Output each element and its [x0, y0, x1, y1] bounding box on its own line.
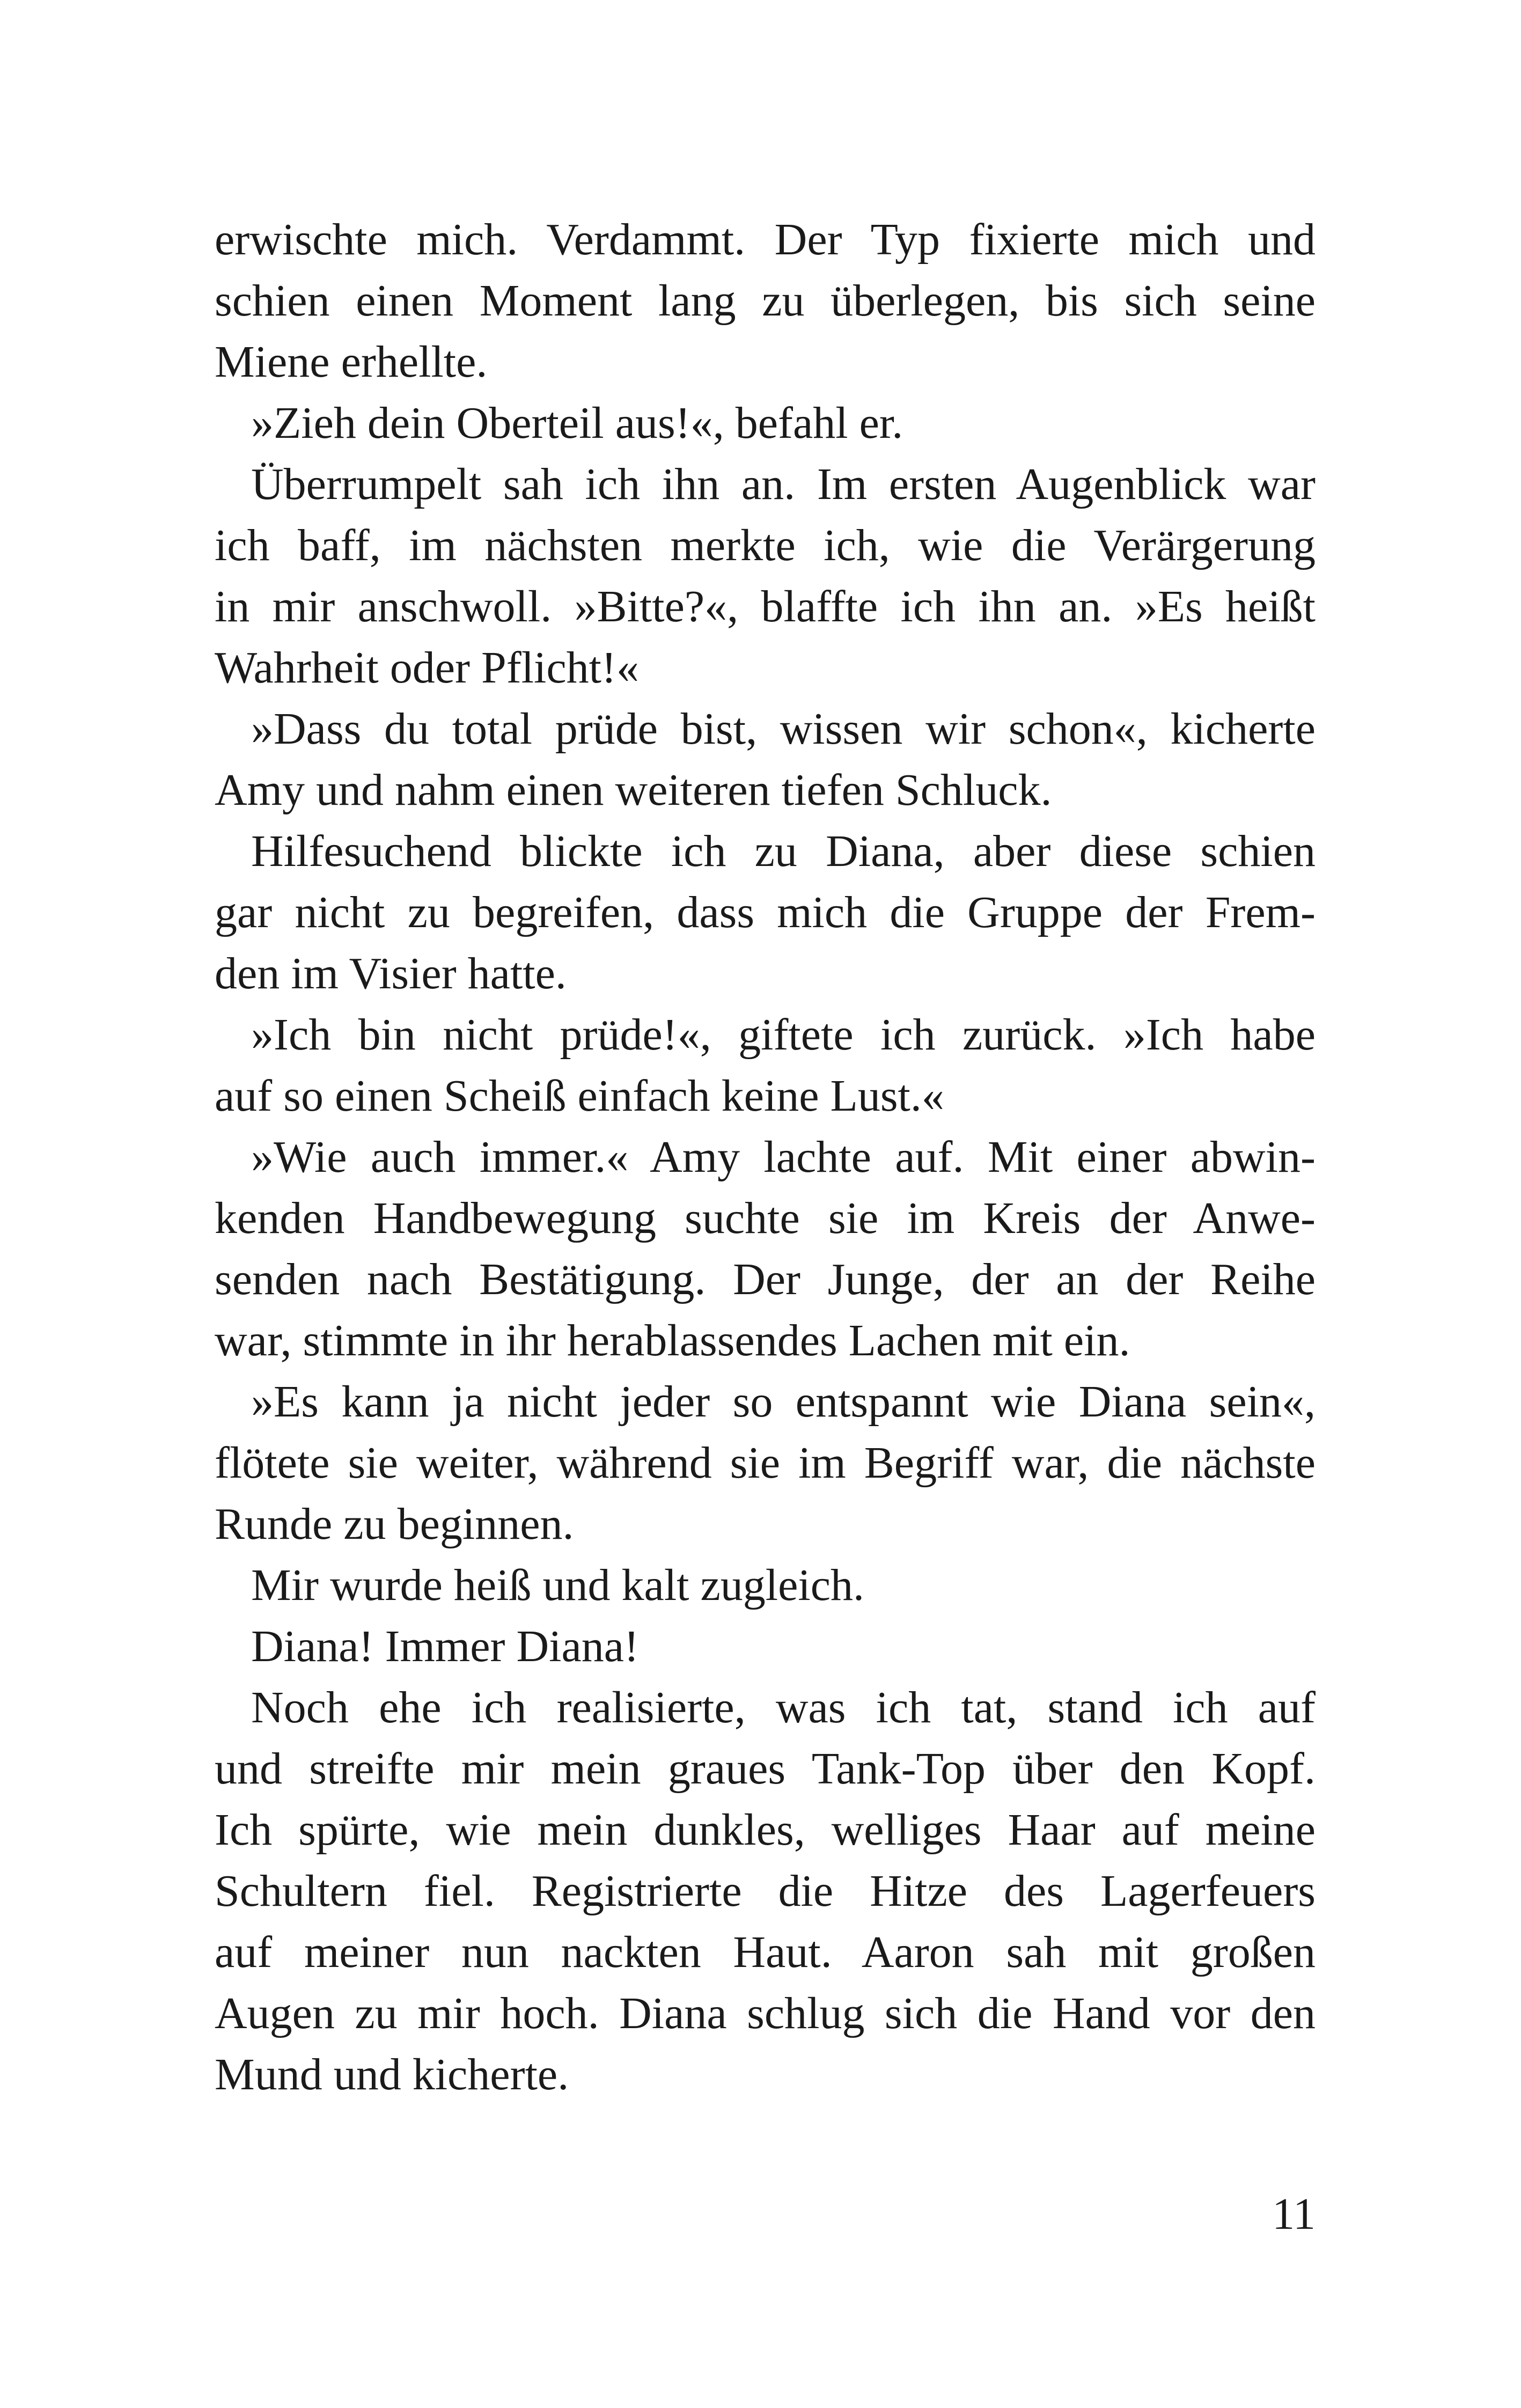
text-line: Runde zu beginnen. [215, 1499, 574, 1549]
text-line: Mir wurde heiß und kalt zugleich. [251, 1560, 865, 1610]
text-line: Amy und nahm einen weiteren tiefen Schluck. [215, 765, 1052, 815]
text-line: war, stimmte in ihr herablassendes Lachen mit ein. [215, 1316, 1130, 1365]
text-line: Diana! Immer Diana! [251, 1621, 639, 1671]
text-line: und streifte mir mein graues Tank-Top über den Kopf. [215, 1744, 1316, 1794]
text-line: in mir anschwoll. »Bitte?«, blaffte ich ihn an. »Es heißt [215, 582, 1316, 632]
text-line: Augen zu mir hoch. Diana schlug sich die Hand vor den [215, 1988, 1316, 2038]
text-line: flötete sie weiter, während sie im Begriff war, die nächste [215, 1438, 1316, 1488]
text-line: Mund und kicherte. [215, 2050, 569, 2099]
text-line: Hilfesuchend blickte ich zu Diana, aber diese schien [251, 826, 1316, 876]
text-line: Noch ehe ich realisierte, was ich tat, stand ich auf [251, 1683, 1316, 1732]
text-line: »Dass du total prüde bist, wissen wir schon«, kicherte [251, 704, 1316, 754]
text-line: auf so einen Scheiß einfach keine Lust.« [215, 1071, 944, 1121]
text-line: »Zieh dein Oberteil aus!«, befahl er. [251, 398, 903, 448]
text-line: Überrumpelt sah ich ihn an. Im ersten Augenblick war [251, 459, 1316, 509]
text-line: »Wie auch immer.« Amy lachte auf. Mit einer abwin- [251, 1132, 1316, 1182]
text-line: auf meiner nun nackten Haut. Aaron sah mit großen [215, 1927, 1316, 1977]
text-line: Wahrheit oder Pflicht!« [215, 643, 639, 693]
text-line: »Es kann ja nicht jeder so entspannt wie Diana sein«, [251, 1377, 1316, 1427]
text-line: erwischte mich. Verdammt. Der Typ fixierte mich und [215, 215, 1316, 265]
page-number: 11 [1272, 2189, 1316, 2239]
text-line: senden nach Bestätigung. Der Junge, der an der Reihe [215, 1254, 1316, 1304]
text-line: den im Visier hatte. [215, 949, 567, 999]
text-line: Miene erhellte. [215, 337, 488, 387]
text-line: ich baff, im nächsten merkte ich, wie die Verärgerung [215, 520, 1316, 570]
text-line: kenden Handbewegung suchte sie im Kreis der Anwe- [215, 1193, 1316, 1243]
text-line: gar nicht zu begreifen, dass mich die Gruppe der Frem- [215, 887, 1316, 937]
text-line: »Ich bin nicht prüde!«, giftete ich zurück. »Ich habe [251, 1010, 1316, 1060]
text-line: Schultern fiel. Registrierte die Hitze des Lagerfeuers [215, 1866, 1316, 1916]
text-line: Ich spürte, wie mein dunkles, welliges Haar auf meine [215, 1805, 1316, 1855]
text-line: schien einen Moment lang zu überlegen, bis sich seine [215, 276, 1316, 326]
